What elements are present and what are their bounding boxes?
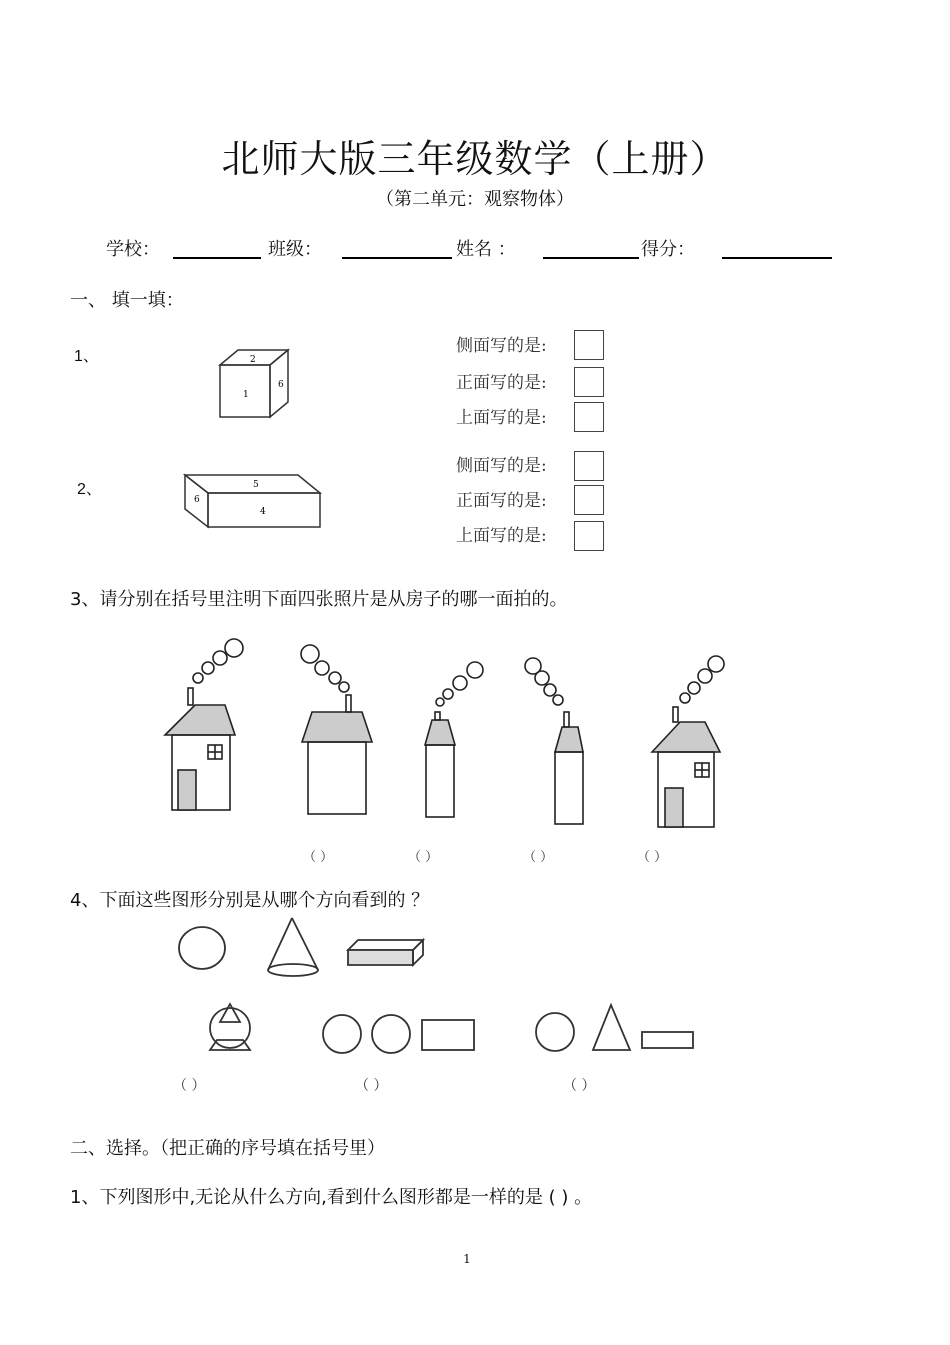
section2-heading: 二、选择。（把正确的序号填在括号里） <box>70 1138 385 1159</box>
school-label: 学校： <box>106 239 160 260</box>
cuboid-face-side: 6 <box>194 495 200 505</box>
section1-heading: 一、 填一填： <box>70 290 184 311</box>
school-blank[interactable] <box>173 256 261 259</box>
q4-answer-1[interactable]: （ ） <box>173 1078 206 1094</box>
cuboid-shape <box>348 940 423 965</box>
house-view-back <box>301 645 372 814</box>
score-label: 得分： <box>641 239 695 260</box>
view-group-1 <box>210 1004 250 1050</box>
q2-label-side: 侧面写的是: <box>456 456 547 476</box>
q1-label-side: 侧面写的是: <box>456 336 547 356</box>
q3-answer-2[interactable]: （ ） <box>408 850 439 865</box>
q4-answer-3[interactable]: （ ） <box>563 1078 596 1094</box>
cube-face-front: 1 <box>243 390 249 400</box>
q2-number: 2、 <box>77 481 102 498</box>
page-number: 1 <box>463 1252 471 1266</box>
q3-text: 3、请分别在括号里注明下面四张照片是从房子的哪一面拍的。 <box>70 589 568 610</box>
cube-face-side: 6 <box>278 380 284 390</box>
name-label: 姓名 ： <box>456 239 516 260</box>
q2-answer-side[interactable] <box>574 451 604 481</box>
name-blank[interactable] <box>543 256 639 259</box>
sphere-shape <box>179 927 225 969</box>
page-subtitle: （第二单元：观察物体） <box>376 189 574 210</box>
section2-q1-text: 1、下列图形中,无论从什么方向,看到什么图形都是一样的是 ( ) 。 <box>70 1187 593 1208</box>
q3-answer-3[interactable]: （ ） <box>523 850 554 865</box>
house-view-side-right <box>525 658 583 824</box>
q4-answer-2[interactable]: （ ） <box>355 1078 388 1094</box>
page-title: 北师大版三年级数学（上册） <box>221 137 729 181</box>
q2-label-top: 上面写的是: <box>456 526 547 546</box>
q2-answer-top[interactable] <box>574 521 604 551</box>
q1-answer-front[interactable] <box>574 367 604 397</box>
solids-views-figure <box>160 910 740 1060</box>
q1-answer-top[interactable] <box>574 402 604 432</box>
house-views-figure <box>150 630 750 840</box>
cone-shape <box>268 918 318 976</box>
q3-answer-4[interactable]: （ ） <box>637 850 668 865</box>
house-view-front <box>652 656 724 827</box>
cuboid-face-top: 5 <box>253 480 259 490</box>
q1-answer-side[interactable] <box>574 330 604 360</box>
cuboid-figure <box>180 465 330 535</box>
house-reference <box>165 639 243 810</box>
q1-label-front: 正面写的是: <box>456 373 547 393</box>
q2-answer-front[interactable] <box>574 485 604 515</box>
q1-label-top: 上面写的是: <box>456 408 547 428</box>
class-label: 班级： <box>268 239 322 260</box>
q3-answer-1[interactable]: （ ） <box>303 850 334 865</box>
cuboid-face-front: 4 <box>260 507 266 517</box>
cube-face-top: 2 <box>250 355 256 365</box>
q1-number: 1、 <box>74 348 99 365</box>
house-view-side-left <box>425 662 483 817</box>
q2-label-front: 正面写的是: <box>456 491 547 511</box>
view-group-3 <box>536 1005 693 1051</box>
cube-figure <box>210 345 300 425</box>
class-blank[interactable] <box>342 256 452 259</box>
score-blank[interactable] <box>722 256 832 259</box>
view-group-2 <box>323 1015 474 1053</box>
q4-text: 4、下面这些图形分别是从哪个方向看到的 ？ <box>70 890 430 911</box>
